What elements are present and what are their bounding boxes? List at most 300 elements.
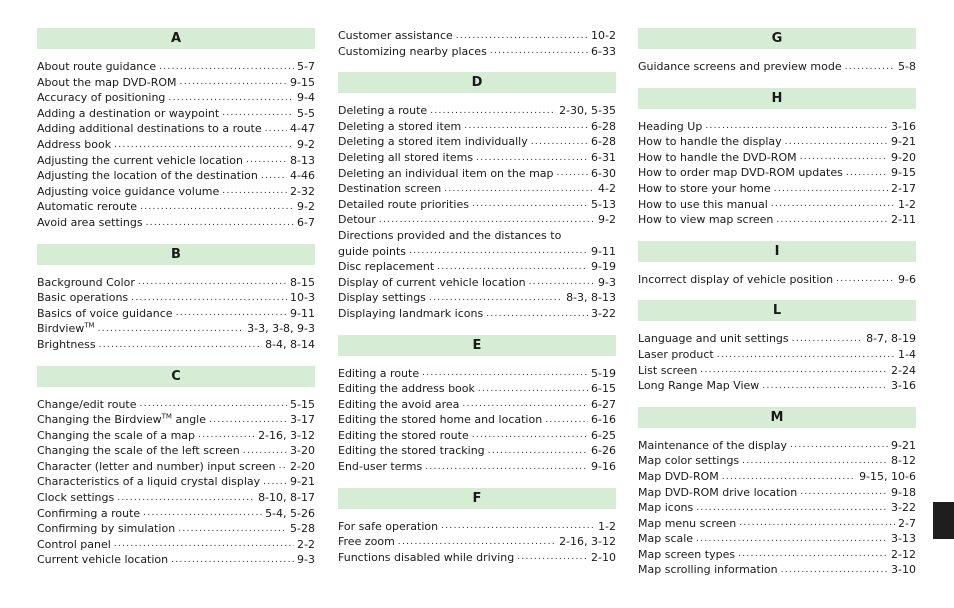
- dot-leader: [117, 491, 255, 506]
- index-entry-page: 3-16: [891, 119, 916, 133]
- index-column-2: [338, 28, 616, 578]
- index-entry-page: 10-3: [290, 291, 315, 305]
- index-entry-text: Adjusting the location of the destination: [37, 169, 258, 183]
- dot-leader: [261, 169, 287, 184]
- index-entry-page: 9-2: [598, 213, 616, 227]
- index-entry-text: Confirming by simulation: [37, 522, 176, 536]
- index-entry-text: Editing a route: [338, 366, 420, 380]
- trademark-mark: TM: [161, 412, 172, 421]
- index-entry-text: Map DVD-ROM: [638, 469, 719, 483]
- index-entry-term: [37, 137, 111, 153]
- index-entry: [338, 259, 616, 275]
- dot-leader: [836, 272, 895, 287]
- index-entry: [638, 197, 916, 213]
- dot-leader: [486, 307, 588, 322]
- dot-leader: [430, 104, 556, 119]
- section-letter-header: C: [37, 366, 315, 387]
- dot-leader: [176, 306, 287, 321]
- index-entry-term: [37, 490, 114, 506]
- index-entry-page: 2-32: [290, 184, 315, 198]
- index-entry-term: [338, 197, 469, 213]
- index-entry: [338, 181, 616, 197]
- index-entry: [338, 44, 616, 60]
- dot-leader: [168, 91, 294, 106]
- index-entry: [338, 212, 616, 228]
- index-entry: [638, 134, 916, 150]
- dot-leader: [209, 413, 287, 428]
- index-entry: [37, 137, 315, 153]
- index-entry-term: [638, 134, 782, 150]
- section-letter-header: D: [338, 72, 616, 93]
- index-entry-text: Display settings: [338, 291, 426, 305]
- dot-leader: [790, 438, 888, 453]
- index-entry-text: Deleting a stored item individually: [338, 135, 528, 149]
- index-entry-term: [37, 537, 111, 553]
- index-entry-text: List screen: [638, 363, 698, 377]
- index-entry-text: Guidance screens and preview mode: [638, 60, 842, 73]
- dot-leader: [429, 291, 563, 306]
- index-entry: [638, 59, 916, 75]
- dot-leader: [263, 475, 287, 490]
- index-entry-page: 5-5: [297, 106, 315, 120]
- index-entry-term: [638, 547, 735, 563]
- index-entry-text: How to order map DVD-ROM updates: [638, 166, 843, 180]
- index-entry-term: [338, 103, 427, 119]
- index-entry-page: 2-16, 3-12: [559, 535, 616, 549]
- index-entry: [338, 459, 616, 475]
- index-entry-page: 2-30, 5-35: [559, 104, 616, 118]
- index-entry-term: [37, 290, 128, 306]
- index-entry: [338, 166, 616, 182]
- index-entry-term: [338, 290, 426, 306]
- index-entry: [37, 490, 315, 506]
- index-entry-text: Address book: [37, 137, 112, 151]
- index-continuation: [338, 28, 616, 59]
- index-entry-text: Birdview: [37, 322, 85, 336]
- index-entry-term: [638, 212, 773, 228]
- index-entry-term: [37, 506, 140, 522]
- chapter-tab-marker: [933, 502, 954, 539]
- dot-leader: [472, 197, 588, 212]
- index-entry: [638, 562, 916, 578]
- index-entry: [638, 500, 916, 516]
- dot-leader: [444, 182, 595, 197]
- index-entry-text: Adjusting voice guidance volume: [37, 184, 220, 198]
- index-entry-page: 4-2: [598, 182, 616, 196]
- dot-leader: [476, 151, 588, 166]
- index-section: [338, 488, 616, 566]
- index-entry-page: 9-20: [891, 150, 916, 164]
- index-section: [37, 366, 315, 569]
- index-entry-term: [37, 474, 260, 490]
- index-entry-text: Change/edit route: [37, 397, 137, 411]
- index-entry-text: Map scrolling information: [638, 563, 778, 577]
- dot-leader: [409, 244, 588, 259]
- index-entry: [338, 412, 616, 428]
- dot-leader: [771, 197, 895, 212]
- index-entry-term: [37, 459, 276, 475]
- index-entry: [338, 275, 616, 291]
- index-entry-page: 8-4, 8-14: [265, 337, 315, 351]
- index-entry: [37, 412, 315, 428]
- index-entry-text: Customizing nearby places: [338, 44, 487, 58]
- index-entry-page: 6-30: [591, 166, 616, 180]
- index-entry-term: [338, 443, 485, 459]
- index-entry-term: [338, 397, 459, 413]
- index-section: [37, 28, 315, 231]
- dot-leader: [198, 428, 255, 443]
- index-entry-term: [638, 469, 719, 485]
- index-section: [638, 241, 916, 288]
- index-entry-term: [638, 500, 693, 516]
- index-section: [638, 300, 916, 393]
- dot-leader: [739, 516, 895, 531]
- index-entry: [338, 534, 616, 550]
- index-entry-text: Character (letter and number) input screen: [37, 459, 276, 473]
- index-entry-term: [37, 306, 173, 322]
- index-entry: [638, 347, 916, 363]
- index-entry-term: [37, 199, 137, 215]
- index-entry-page: 6-16: [591, 413, 616, 427]
- index-entry-term: [37, 168, 258, 184]
- index-entry-page: 3-22: [591, 306, 616, 320]
- index-entry-term: [338, 259, 434, 275]
- index-entry-page: 6-27: [591, 397, 616, 411]
- index-entry-text: Changing the scale of a map: [37, 428, 196, 442]
- dot-leader: [140, 200, 294, 215]
- index-entry: [638, 547, 916, 563]
- index-section: [338, 72, 616, 321]
- section-letter-header: I: [638, 241, 916, 262]
- index-entry-text: Editing the stored route: [338, 428, 469, 442]
- dot-leader: [222, 106, 294, 121]
- index-entry: [338, 28, 616, 44]
- index-entry-text: Characteristics of a liquid crystal display: [37, 475, 261, 489]
- index-entry-text-after: angle: [171, 413, 206, 427]
- index-entry-text: Long Range Map View: [638, 379, 760, 393]
- index-entry: [37, 459, 315, 475]
- dot-leader: [696, 532, 888, 547]
- index-entry-page: 6-33: [591, 44, 616, 58]
- index-entry-term: [37, 443, 240, 459]
- index-entry-text: Brightness: [37, 337, 96, 351]
- index-entry-term: [37, 90, 165, 106]
- index-entry-term: [638, 150, 797, 166]
- index-entry: [37, 443, 315, 459]
- index-entry-text: Editing the address book: [338, 382, 475, 396]
- index-entry: [338, 428, 616, 444]
- index-entry: [338, 519, 616, 535]
- index-entry-text: Detour: [338, 213, 376, 227]
- index-entry: [37, 537, 315, 553]
- dot-leader: [379, 213, 595, 228]
- index-entry-page: 1-4: [898, 347, 916, 361]
- index-entry-page: 2-7: [898, 516, 916, 530]
- dot-leader: [462, 397, 588, 412]
- index-entry-term: [37, 75, 177, 91]
- index-entry: [37, 552, 315, 568]
- index-entry-page: 4-46: [290, 169, 315, 183]
- index-entry-term: [638, 516, 736, 532]
- index-entry-page: 9-2: [297, 200, 315, 214]
- index-entry-text: Editing the stored tracking: [338, 444, 485, 458]
- index-entry-page: 4-47: [290, 122, 315, 136]
- index-entry-term: [638, 485, 797, 501]
- index-entry-term: [338, 44, 487, 60]
- index-entry: [638, 516, 916, 532]
- trademark-mark: TM: [84, 321, 95, 330]
- dot-leader: [776, 213, 888, 228]
- dot-leader: [131, 291, 287, 306]
- index-entry-term: [338, 381, 475, 397]
- index-entry: [638, 453, 916, 469]
- index-entry-term: [338, 119, 461, 135]
- index-entry: [37, 121, 315, 137]
- index-entry-text: Map icons: [638, 501, 694, 515]
- index-entry-page: 6-28: [591, 135, 616, 149]
- index-entry-text: Deleting a stored item: [338, 119, 462, 133]
- dot-leader: [700, 363, 888, 378]
- index-entry: [638, 212, 916, 228]
- index-entry-page: 1-2: [598, 519, 616, 533]
- dot-leader: [781, 563, 888, 578]
- index-entry-page: 9-11: [591, 244, 616, 258]
- index-entry: [338, 397, 616, 413]
- index-entry-text: Clock settings: [37, 491, 115, 505]
- index-entry: [638, 165, 916, 181]
- index-entry: [338, 103, 616, 119]
- index-entry: [638, 181, 916, 197]
- index-entry-term: [37, 215, 143, 231]
- index-entry-term: [638, 363, 697, 379]
- index-entry-page: 5-8: [898, 60, 916, 73]
- dot-leader: [140, 397, 288, 412]
- index-entry-page: 2-20: [290, 459, 315, 473]
- dot-leader: [845, 60, 895, 75]
- index-entry-term: [338, 550, 514, 566]
- section-letter-header: F: [338, 488, 616, 509]
- index-entry-term: [638, 197, 768, 213]
- index-entry: [338, 306, 616, 322]
- index-entry-term: [338, 534, 395, 550]
- index-entry-page: 9-3: [598, 275, 616, 289]
- index-section: [37, 244, 315, 353]
- index-entry-text: Map scale: [638, 532, 694, 546]
- index-section: [638, 28, 916, 75]
- index-entry-text-cont: guide points: [338, 244, 407, 258]
- index-entry-text: Maintenance of the display: [638, 438, 788, 452]
- index-entry-page: 3-10: [891, 563, 916, 577]
- index-entry-text: Disc replacement: [338, 260, 435, 274]
- index-entry-text: Background Color: [37, 275, 135, 289]
- dot-leader: [472, 428, 588, 443]
- index-entry-term: [37, 121, 262, 137]
- index-entry-page: 9-18: [891, 485, 916, 499]
- index-entry-term: [338, 519, 438, 535]
- index-entry-text: How to use this manual: [638, 197, 768, 211]
- dot-leader: [138, 275, 287, 290]
- index-entry-term: [37, 106, 219, 122]
- dot-leader: [705, 119, 888, 134]
- index-entry-text: Map menu screen: [638, 516, 737, 530]
- index-entry-text: Directions provided and the distances to: [338, 228, 562, 242]
- dot-leader: [545, 413, 588, 428]
- index-entry-text: Incorrect display of vehicle position: [638, 272, 834, 286]
- dot-leader: [398, 535, 556, 550]
- index-entry-text: End-user terms: [338, 460, 423, 474]
- index-entry-page: 2-10: [591, 550, 616, 564]
- index-entry-text: How to store your home: [638, 181, 771, 195]
- index-entry-term: [338, 134, 528, 150]
- index-entry-term: [638, 531, 693, 547]
- section-letter-header: H: [638, 88, 916, 109]
- index-entry-term: [638, 181, 771, 197]
- index-entry-term: [37, 521, 175, 537]
- index-entry-term: [37, 412, 206, 428]
- index-column-3: [638, 28, 916, 591]
- index-entry-term: [37, 397, 137, 413]
- dot-leader: [243, 444, 287, 459]
- dot-leader: [774, 182, 888, 197]
- index-entry-page: 5-28: [290, 522, 315, 536]
- index-entry: [37, 290, 315, 306]
- index-entry-text: Free zoom: [338, 535, 395, 549]
- section-letter-header: E: [338, 335, 616, 356]
- index-entry-text: Destination screen: [338, 182, 442, 196]
- dot-leader: [456, 29, 588, 44]
- index-entry-page: 6-26: [591, 444, 616, 458]
- dot-leader: [159, 60, 294, 75]
- index-entry-text: Accuracy of positioning: [37, 91, 166, 105]
- index-entry-term: [338, 275, 526, 291]
- index-entry-text: Deleting an individual item on the map: [338, 166, 554, 180]
- index-entry: [37, 521, 315, 537]
- index-entry-page: 9-3: [297, 553, 315, 567]
- dot-leader: [180, 75, 287, 90]
- index-entry: [37, 184, 315, 200]
- index-entry-page: 8-10, 8-17: [258, 491, 315, 505]
- index-entry: [37, 428, 315, 444]
- index-entry: [638, 469, 916, 485]
- index-entry-text: Confirming a route: [37, 506, 141, 520]
- index-entry-term: [638, 59, 842, 75]
- index-entry-page: 3-3, 3-8, 9-3: [247, 322, 315, 336]
- index-entry: [338, 381, 616, 397]
- dot-leader: [422, 366, 588, 381]
- index-entry-page: 5-15: [290, 397, 315, 411]
- index-entry-page: 9-2: [297, 137, 315, 151]
- index-entry-text: Laser product: [638, 347, 714, 361]
- dot-leader: [800, 485, 888, 500]
- index-entry-page: 9-15, 10-6: [859, 469, 916, 483]
- index-entry-term: [638, 378, 759, 394]
- index-entry: [338, 197, 616, 213]
- index-entry-page: 9-16: [591, 460, 616, 474]
- index-entry: [37, 59, 315, 75]
- index-entry-term: [638, 453, 739, 469]
- index-entry: [638, 438, 916, 454]
- index-entry-term: [37, 337, 96, 353]
- index-entry-page: 3-13: [891, 532, 916, 546]
- index-entry-page: 9-21: [891, 438, 916, 452]
- index-entry: [638, 331, 916, 347]
- index-entry-term: [37, 184, 219, 200]
- index-entry-text: Changing the scale of the left screen: [37, 444, 240, 458]
- index-entry-page: 9-4: [297, 91, 315, 105]
- dot-leader: [785, 135, 888, 150]
- index-entry: [37, 168, 315, 184]
- index-entry-text: Avoid area settings: [37, 215, 143, 229]
- index-entry-term: [338, 150, 473, 166]
- dot-leader: [762, 379, 888, 394]
- index-entry-text: How to view map screen: [638, 213, 774, 227]
- index-entry: [37, 90, 315, 106]
- index-entry-text: How to handle the display: [638, 135, 782, 149]
- index-entry-term: [338, 306, 483, 322]
- index-entry-page: 6-28: [591, 119, 616, 133]
- dot-leader: [490, 44, 588, 59]
- dot-leader: [114, 138, 294, 153]
- index-entry-text: Map color settings: [638, 454, 740, 468]
- index-entry-text: Automatic reroute: [37, 200, 138, 214]
- index-column-1: [37, 28, 315, 581]
- index-entry-text: Changing the Birdview: [37, 413, 162, 427]
- index-entry-page: 1-2: [898, 197, 916, 211]
- index-entry-term: [338, 459, 422, 475]
- index-entry-page: 6-31: [591, 150, 616, 164]
- index-entry: [37, 474, 315, 490]
- index-entry: [37, 337, 315, 353]
- index-entry-page: 9-11: [290, 306, 315, 320]
- index-entry-page: 6-15: [591, 382, 616, 396]
- index-entry-page: 8-3, 8-13: [566, 291, 616, 305]
- index-entry-term: [338, 428, 469, 444]
- index-entry: [638, 363, 916, 379]
- index-entry: [638, 119, 916, 135]
- dot-leader: [717, 348, 895, 363]
- index-entry-page: 9-19: [591, 260, 616, 274]
- index-entry-text: About route guidance: [37, 60, 157, 73]
- index-entry-page: 2-17: [891, 181, 916, 195]
- dot-leader: [722, 470, 856, 485]
- dot-leader: [531, 135, 588, 150]
- dot-leader: [114, 537, 294, 552]
- index-entry-term: [37, 153, 243, 169]
- index-entry-text: Current vehicle location: [37, 553, 169, 567]
- dot-leader: [696, 501, 888, 516]
- index-entry-text: Deleting a route: [338, 104, 428, 118]
- index-entry: [638, 150, 916, 166]
- index-entry-term: [638, 165, 843, 181]
- index-entry-page: 3-16: [891, 379, 916, 393]
- index-entry-term: [638, 562, 778, 578]
- index-section: [638, 407, 916, 578]
- index-entry: [638, 531, 916, 547]
- index-entry-page: 2-2: [297, 537, 315, 551]
- index-entry-term: [338, 212, 376, 228]
- index-entry-text: Displaying landmark icons: [338, 306, 484, 320]
- index-entry-page: 9-6: [898, 272, 916, 286]
- index-entry: [37, 199, 315, 215]
- index-entry-term: [37, 321, 95, 337]
- index-entry-text: Editing the avoid area: [338, 397, 460, 411]
- dot-leader: [98, 322, 245, 337]
- index-entry-page: 6-25: [591, 428, 616, 442]
- index-entry: [338, 228, 616, 259]
- index-entry: [37, 215, 315, 231]
- index-entry: [338, 119, 616, 135]
- index-entry-page: 9-21: [290, 475, 315, 489]
